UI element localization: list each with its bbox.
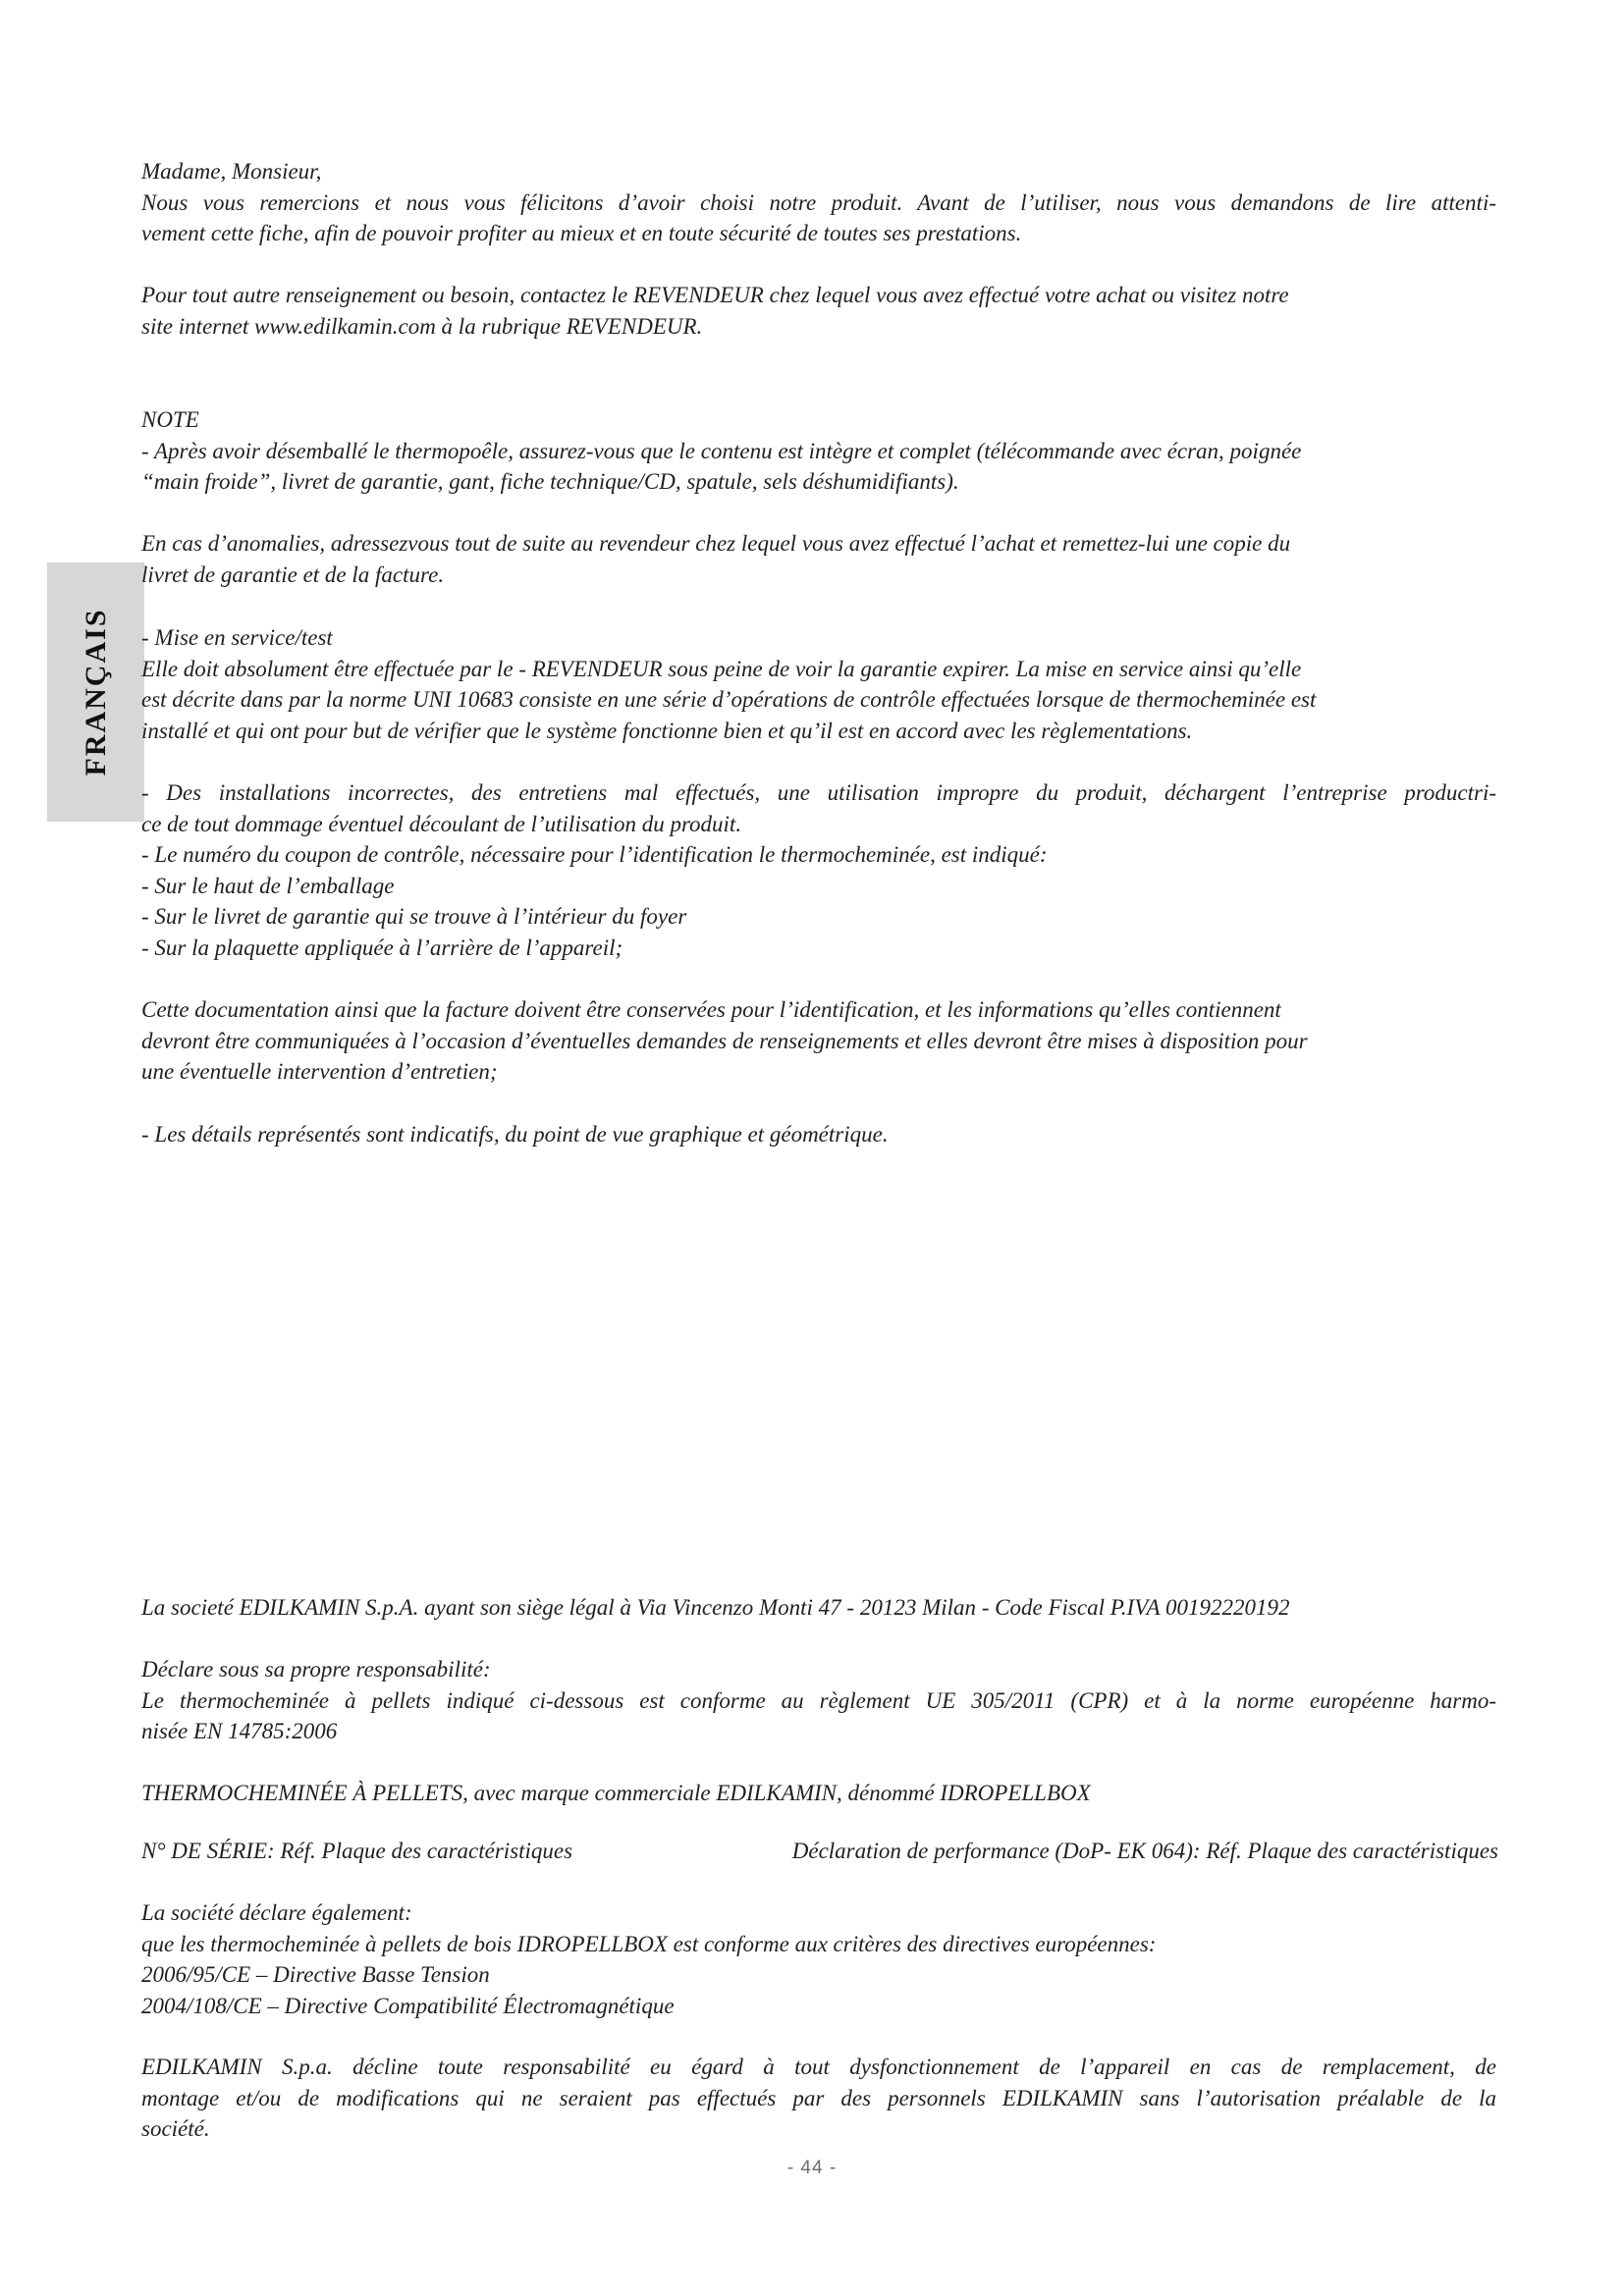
service-title: - Mise en service/test — [141, 625, 333, 650]
liability-paragraph — [141, 777, 1496, 963]
product-paragraph — [141, 1778, 1496, 1809]
thanks-line-1: Nous vous remercions et nous vous félicitons d’avoir choisi notre produit. Avant de l’utiliser, nous vous demandons de lire attenti- — [141, 189, 1496, 215]
product-name: THERMOCHEMINÉE À PELLETS, avec marque commerciale EDILKAMIN, dénommé IDROPELLBOX — [141, 1781, 1091, 1805]
liability-line-2: ce de tout dommage éventuel découlant de l’utilisation du produit. — [141, 811, 742, 836]
note-title: NOTE — [141, 407, 199, 432]
anomalies-paragraph — [141, 528, 1496, 590]
anomalies-line-2: livret de garantie et de la facture. — [141, 561, 445, 587]
details-paragraph — [141, 1119, 1496, 1150]
serial-dop-row — [141, 1836, 1498, 1867]
conformity-paragraph — [141, 1654, 1496, 1747]
unpack-line-1: - Après avoir désemballé le thermopoêle, assurez-vous que le contenu est intègre et complet (télécommande avec écran, poignée — [141, 438, 1302, 463]
directive-item: 2006/95/CE – Directive Basse Tension — [141, 1962, 490, 1987]
contact-paragraph — [141, 280, 1496, 342]
company-statement: La societé EDILKAMIN S.p.A. ayant son siège légal à Via Vincenzo Monti 47 - 20123 Milan - Code Fiscal P.IVA 00192220192 — [141, 1595, 1290, 1620]
anomalies-line-1: En cas d’anomalies, adressezvous tout de suite au revendeur chez lequel vous avez effectué l’achat et remettez-lui une copie du — [141, 531, 1291, 556]
coupon-item: - Sur le haut de l’emballage — [141, 873, 395, 898]
documentation-paragraph — [141, 994, 1496, 1088]
documentation-line-2: devront être communiquées à l’occasion d’éventuelles demandes de renseignements et elles devront être mises à disposition pour — [141, 1028, 1308, 1053]
documentation-line-3: une éventuelle intervention d’entretien; — [141, 1059, 498, 1084]
disclaimer-line-3: société. — [141, 2116, 210, 2141]
language-tab — [47, 562, 144, 822]
greeting-paragraph — [141, 156, 1496, 249]
also-line: que les thermocheminée à pellets de bois IDROPELLBOX est conforme aux critères des directives européennes: — [141, 1931, 1157, 1956]
note-paragraph — [141, 404, 1496, 498]
coupon-item: - Sur le livret de garantie qui se trouve à l’intérieur du foyer — [141, 904, 687, 929]
service-line-3: installé et qui ont pour but de vérifier que le système fonctionne bien et qu’il est en accord avec les règlementations. — [141, 718, 1193, 743]
contact-line-1: Pour tout autre renseignement ou besoin, contactez le REVENDEUR chez lequel vous avez effectué votre achat ou visitez notre — [141, 283, 1289, 307]
declaration-of-performance: Déclaration de performance (DoP- EK 064): Réf. Plaque des caractéristiques — [791, 1839, 1498, 1863]
thanks-line-2: vement cette fiche, afin de pouvoir profiter au mieux et en toute sécurité de toutes ses prestations. — [141, 221, 1022, 245]
directive-item: 2004/108/CE – Directive Compatibilité Électromagnétique — [141, 1993, 675, 2018]
serial-number: N° DE SÉRIE: Réf. Plaque des caractéristiques — [141, 1839, 573, 1863]
page-number: - 44 - — [786, 2158, 838, 2178]
declares-title: Déclare sous sa propre responsabilité: — [141, 1657, 491, 1682]
conformity-line-2: nisée EN 14785:2006 — [141, 1719, 338, 1743]
coupon-intro: - Le numéro du coupon de contrôle, nécessaire pour l’identification le thermocheminée, est indiqué: — [141, 842, 1048, 867]
service-line-2: est décrite dans par la norme UNI 10683 consiste en une série d’opérations de contrôle effectuées lorsque de thermocheminée est — [141, 687, 1317, 712]
details-note: - Les détails représentés sont indicatifs, du point de vue graphique et géométrique. — [141, 1122, 889, 1147]
conformity-line-1: Le thermocheminée à pellets indiqué ci-dessous est conforme au règlement UE 305/2011 (CPR) et à la norme européenne harmo- — [141, 1687, 1496, 1713]
disclaimer-line-1: EDILKAMIN S.p.a. décline toute responsabilité eu égard à tout dysfonctionnement de l’appareil en cas de remplacement, de — [141, 2055, 1496, 2079]
documentation-line-1: Cette documentation ainsi que la facture doivent être conservées pour l’identification, et les informations qu’elles contiennent — [141, 997, 1281, 1022]
disclaimer-paragraph — [141, 2052, 1496, 2145]
language-tab-label: FRANÇAIS — [79, 608, 112, 776]
liability-line-1: - Des installations incorrectes, des entretiens mal effectués, une utilisation impropre du produit, déchargent l’entreprise productri- — [141, 780, 1496, 805]
directives-paragraph — [141, 1897, 1496, 2021]
company-paragraph — [141, 1592, 1496, 1624]
also-title: La société déclare également: — [141, 1900, 412, 1925]
service-paragraph — [141, 622, 1496, 746]
service-line-1: Elle doit absolument être effectuée par le - REVENDEUR sous peine de voir la garantie expirer. La mise en service ainsi qu’elle — [141, 656, 1302, 681]
coupon-item: - Sur la plaquette appliquée à l’arrière de l’appareil; — [141, 934, 623, 960]
contact-line-2: site internet www.edilkamin.com à la rubrique REVENDEUR. — [141, 313, 703, 339]
disclaimer-line-2: montage et/ou de modifications qui ne seraient pas effectués par des personnels EDILKAMIN sans l’autorisation préalable de la — [141, 2085, 1496, 2110]
unpack-line-2: “main froide”, livret de garantie, gant, fiche technique/CD, spatule, sels déshumidifiants). — [141, 469, 959, 494]
greeting: Madame, Monsieur, — [141, 159, 322, 184]
